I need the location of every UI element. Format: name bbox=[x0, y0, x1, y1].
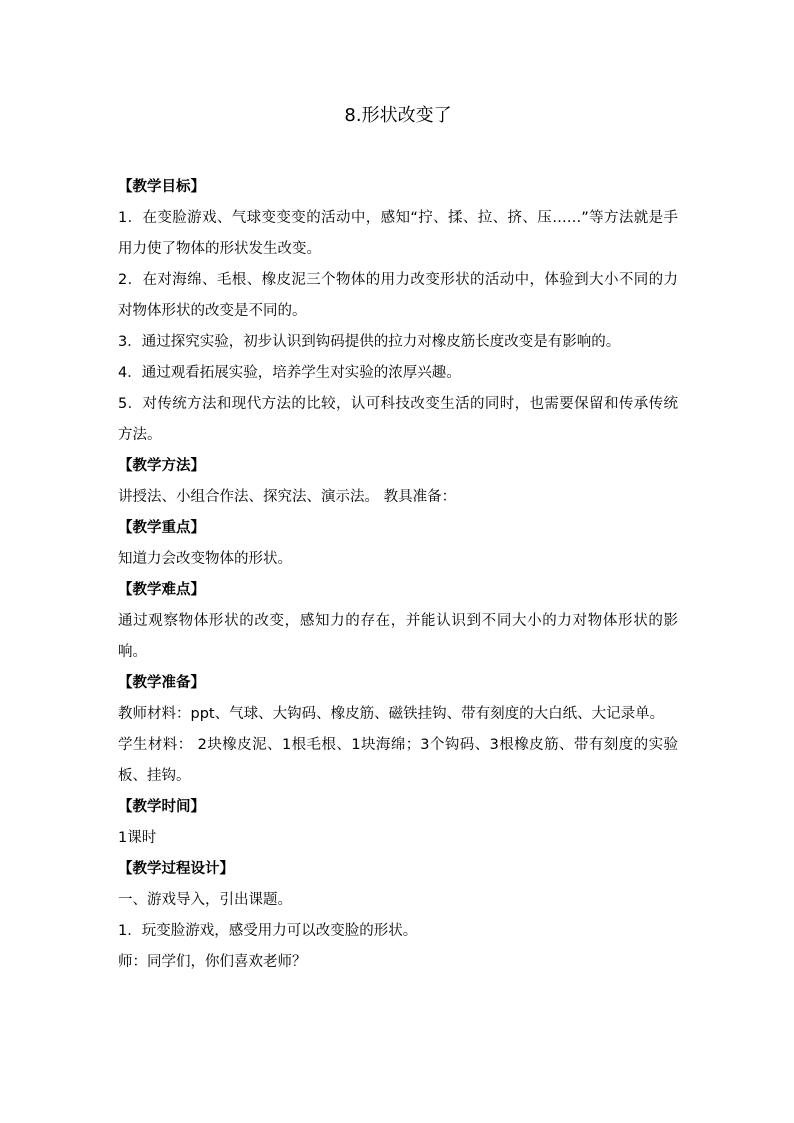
section-heading-objectives: 【教学目标】 bbox=[118, 179, 205, 195]
process-line: 师：同学们，你们喜欢老师？ bbox=[118, 954, 307, 970]
objective-item: 3．通过探究实验，初步认识到钩码提供的拉力对橡皮筋长度改变是有影响的。 bbox=[118, 334, 621, 350]
key-points-text: 知道力会改变物体的形状。 bbox=[118, 551, 292, 567]
student-materials-text: 学生材料： 2块橡皮泥、1根毛根、1块海绵；3个钩码、3根橡皮筋、带有刻度的实验板、挂钩。 bbox=[118, 737, 678, 784]
document-body bbox=[118, 172, 678, 978]
section-heading-process: 【教学过程设计】 bbox=[118, 861, 234, 877]
teacher-materials-text: 教师材料：ppt、气球、大钩码、橡皮筋、磁铁挂钩、带有刻度的大白纸、大记录单。 bbox=[118, 706, 665, 722]
difficulties-text: 通过观察物体形状的改变，感知力的存在，并能认识到不同大小的力对物体形状的影响。 bbox=[118, 613, 678, 660]
process-line: 一、游戏导入，引出课题。 bbox=[118, 892, 292, 908]
section-heading-preparation: 【教学准备】 bbox=[118, 675, 205, 691]
methods-text: 讲授法、小组合作法、探究法、演示法。 教具准备： bbox=[118, 489, 457, 505]
section-heading-key-points: 【教学重点】 bbox=[118, 520, 205, 536]
section-heading-methods: 【教学方法】 bbox=[118, 458, 205, 474]
objective-item: 5．对传统方法和现代方法的比较，认可科技改变生活的同时，也需要保留和传承传统方法。 bbox=[118, 396, 678, 443]
process-line: 1．玩变脸游戏，感受用力可以改变脸的形状。 bbox=[118, 923, 418, 939]
section-heading-difficulties: 【教学难点】 bbox=[118, 582, 205, 598]
objective-item: 2．在对海绵、毛根、橡皮泥三个物体的用力改变形状的活动中，体验到大小不同的力对物体形状的改变是不同的。 bbox=[118, 272, 678, 319]
objective-item: 1．在变脸游戏、气球变变变的活动中，感知“拧、揉、拉、挤、压……”等方法就是手用力使了物体的形状发生改变。 bbox=[118, 210, 678, 257]
section-heading-time: 【教学时间】 bbox=[118, 799, 205, 815]
time-text: 1课时 bbox=[118, 830, 157, 846]
objective-item: 4．通过观看拓展实验，培养学生对实验的浓厚兴趣。 bbox=[118, 365, 461, 381]
document-title: 8.形状改变了 bbox=[344, 105, 452, 126]
